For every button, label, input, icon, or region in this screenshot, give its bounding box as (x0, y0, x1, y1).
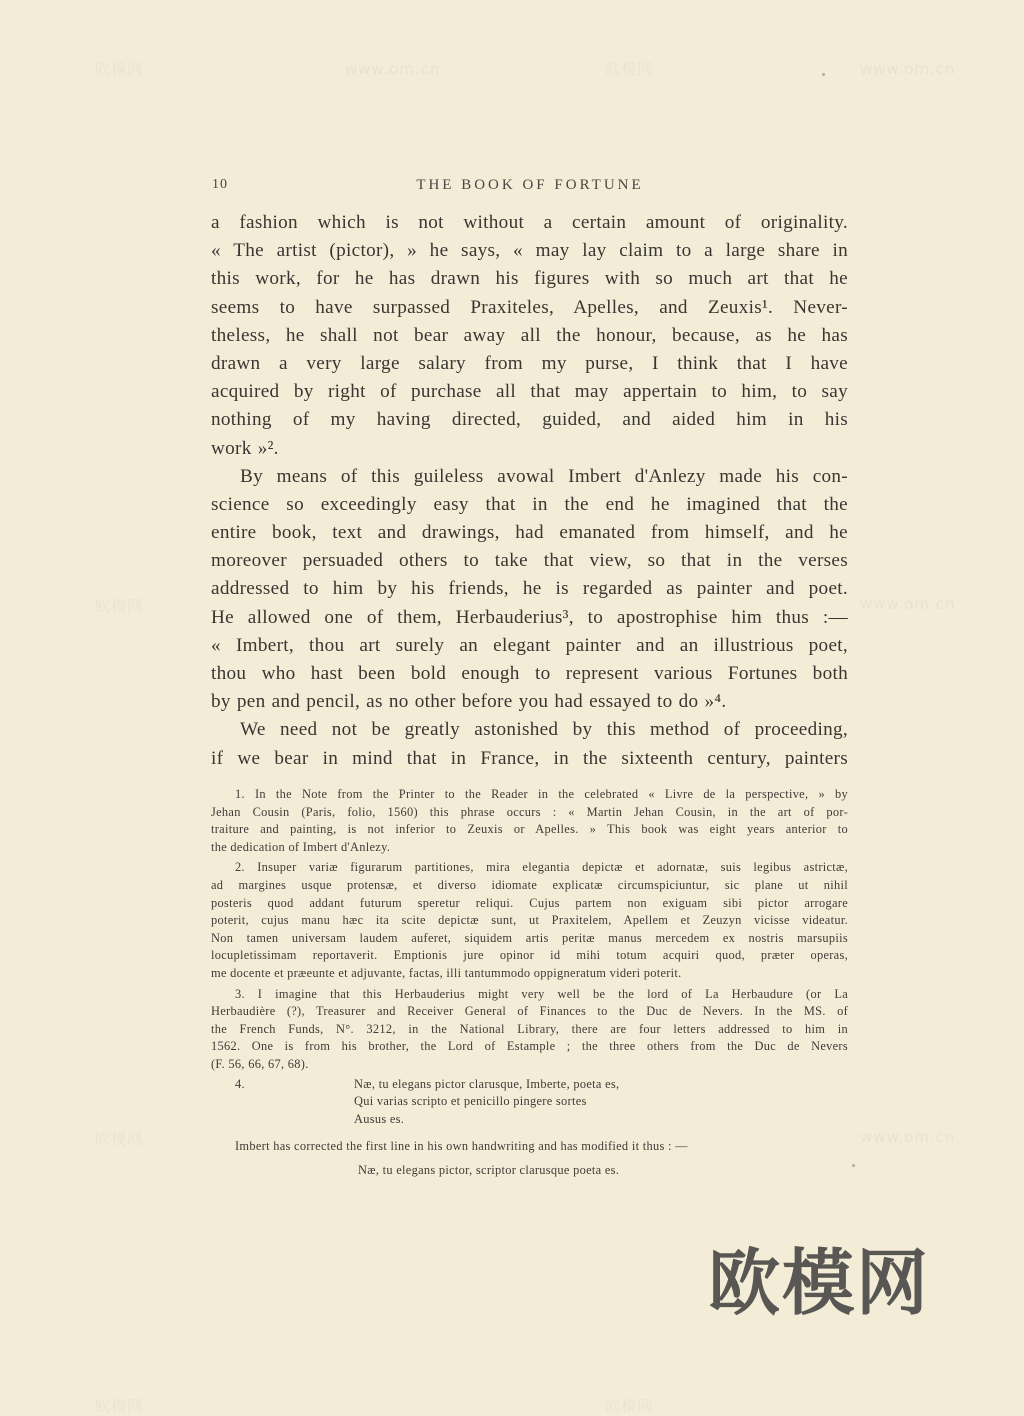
footnotes (211, 786, 848, 1180)
footnote-line: the dedication of Imbert d'Anlezy. (211, 839, 391, 854)
footnote-line: Non tamen universam laudem auferet, siquidem artis peritæ manus mercedem ex nostris marsupiis (211, 930, 848, 945)
footnote-4-corrected-verse: Næ, tu elegans pictor, scriptor clarusque poeta es. (358, 1163, 620, 1178)
footnote-4-correction-note: Imbert has corrected the first line in his own handwriting and has modified it thus : — (235, 1138, 688, 1153)
body-line: We need not be greatly astonished by this method of proceeding, (240, 719, 848, 741)
footnote-line: traiture and painting, is not inferior to Zeuxis or Apelles. » This book was eight years anterior to (211, 822, 848, 837)
footnote-line: ad margines usque protensæ, et diverso idiomate explicatæ circumspiciuntur, sic plane ut nihil (211, 877, 848, 892)
body-line: nothing of my having directed, guided, and aided him in his (211, 409, 848, 431)
footnote-line: Jehan Cousin (Paris, folio, 1560) this phrase occurs : « Martin Jehan Cousin, in the art of por- (211, 804, 848, 819)
watermark-logo-small: 欧模网 (95, 1130, 144, 1148)
watermark-logo-small: 欧模网 (605, 1397, 654, 1415)
body-line: « The artist (pictor), » he says, « may lay claim to a large share in (211, 240, 848, 262)
body-line: a fashion which is not without a certain amount of originality. (211, 212, 848, 233)
footnote-line: 1. In the Note from the Printer to the Reader in the celebrated « Livre de la perspective, » by (235, 787, 848, 801)
body-line: theless, he shall not bear away all the honour, because, as he has (211, 324, 848, 346)
body-line: By means of this guileless avowal Imbert d'Anlezy made his con- (240, 465, 848, 487)
page-number: 10 (212, 177, 228, 192)
running-header (212, 177, 848, 197)
watermark-logo-small: 欧模网 (95, 60, 144, 78)
watermark-logo-small: 欧模网 (95, 1397, 144, 1415)
watermark-site: www.om.cn (860, 60, 956, 78)
body-line: science so exceedingly easy that in the end he imagined that the (211, 493, 848, 515)
footnote-line: me docente et præeunte et adjuvante, factas, illi tantummodo oppigneratum videri poterit. (211, 965, 682, 980)
body-line: if we bear in mind that in France, in the sixteenth century, painters (211, 747, 848, 769)
footnote-number: 4. (235, 1076, 245, 1091)
footnote-line: 2. Insuper variæ figurarum partitiones, mira elegantia depictæ et adornatæ, suis legibus astrictæ, (235, 860, 848, 875)
body-line: « Imbert, thou art surely an elegant painter and an illustrious poet, (211, 634, 848, 656)
body-line: He allowed one of them, Herbauderius³, to apostrophise him thus :— (211, 606, 848, 628)
watermark-site: www.om.cn (860, 1128, 956, 1146)
footnote-line: 1562. One is from his brother, the Lord of Estample ; the three others from the Duc de Nevers (211, 1039, 848, 1054)
body-line: acquired by right of purchase all that may appertain to him, to say (211, 381, 848, 403)
footnote-line: Herbaudière (?), Treasurer and Receiver General of Finances to the Duc de Nevers. In the MS. of (211, 1004, 848, 1019)
footnote-line: poterit, cujus manu hæc ita scite depictæ sunt, ut Praxitelem, Apellem et Zeuzyn vicisse videatur. (211, 913, 848, 928)
body-line: seems to have surpassed Praxiteles, Apelles, and Zeuxis¹. Never- (211, 296, 848, 318)
watermark-site: www.om.cn (860, 595, 956, 613)
body-line: entire book, text and drawings, had emanated from himself, and he (211, 522, 848, 544)
paper-speck (822, 73, 825, 76)
verse-line: Qui varias scripto et penicillo pingere sortes (354, 1094, 587, 1109)
body-line: this work, for he has drawn his figures with so much art that he (211, 268, 848, 290)
watermark-logo-small: 欧模网 (605, 60, 654, 78)
body-line: drawn a very large salary from my purse, I think that I have (211, 352, 848, 374)
footnote-line: 3. I imagine that this Herbauderius might very well be the lord of La Herbaudure (or La (235, 986, 848, 1001)
body-line: moreover persuaded others to take that view, so that in the verses (211, 550, 848, 572)
running-title: THE BOOK OF FORTUNE (416, 177, 644, 193)
paper-speck (852, 1164, 855, 1167)
body-line: addressed to him by his friends, he is regarded as painter and poet. (211, 578, 848, 600)
watermark-site: www.om.cn (345, 60, 441, 78)
footnote-line: (F. 56, 66, 67, 68). (211, 1056, 309, 1071)
footnote-line: locupletissimam reportaverit. Emptionis jure opinor id mihi totum acquiri quod, præter operas, (211, 948, 848, 963)
body-line: work »². (211, 437, 279, 459)
watermark-logo-small: 欧模网 (95, 597, 144, 615)
watermark-logo: 欧模网 (708, 1241, 931, 1325)
verse-line: Ausus es. (354, 1111, 405, 1126)
footnote-line: the French Funds, N°. 3212, in the National Library, there are four letters addressed to him in (211, 1021, 848, 1036)
body-line: thou who hast been bold enough to represent various Fortunes both (211, 663, 848, 684)
body-line: by pen and pencil, as no other before you had essayed to do »⁴. (211, 691, 727, 713)
footnote-4-verse (211, 1076, 848, 1129)
verse-line: Næ, tu elegans pictor clarusque, Imberte, poeta es, (354, 1076, 620, 1091)
footnote-line: posteris quod addant futurum speretur reliqui. Cujus partem non exiguam sibi pictor arrogare (211, 895, 848, 910)
body-text (211, 209, 848, 773)
